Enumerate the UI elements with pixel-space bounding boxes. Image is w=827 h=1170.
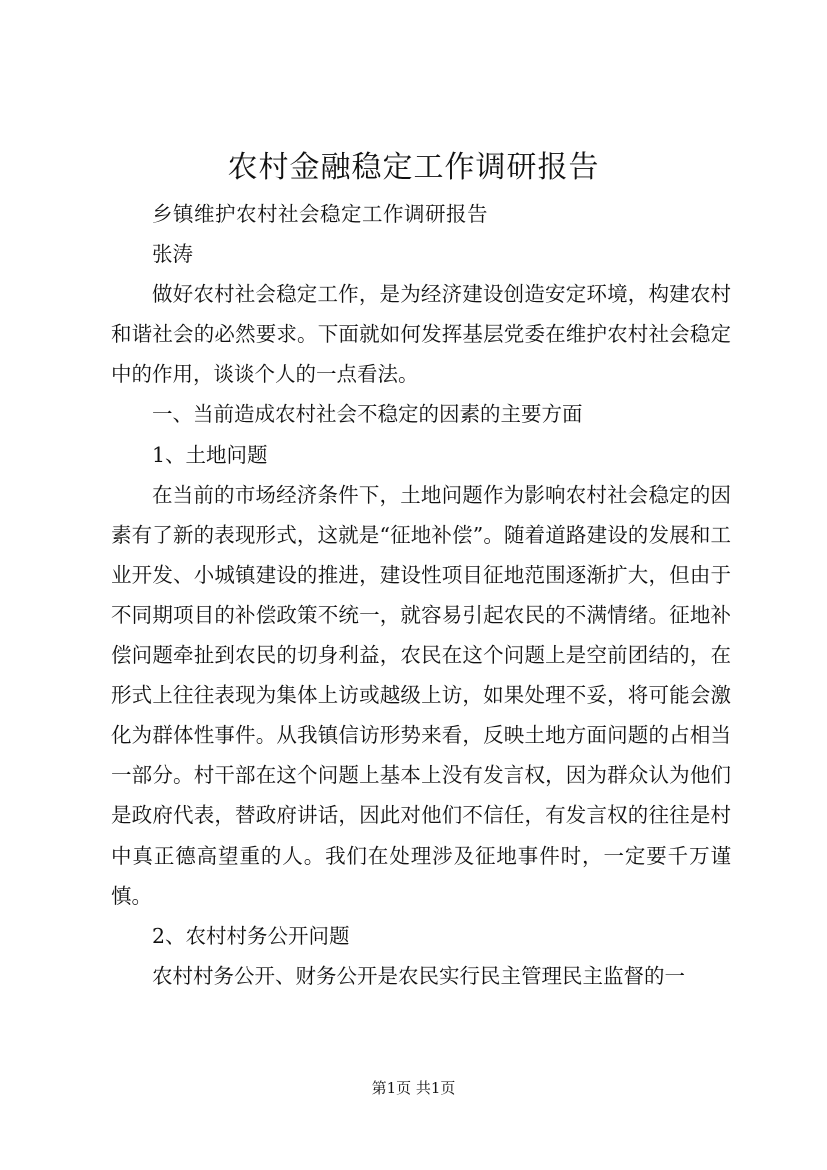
section-heading-1: 一、当前造成农村社会不稳定的因素的主要方面 — [152, 402, 583, 427]
author-paragraph: 张涛 — [152, 242, 193, 267]
document-title: 农村金融稳定工作调研报告 — [227, 150, 600, 185]
page-footer: 第1页 共1页 — [371, 1079, 456, 1097]
subtitle-paragraph: 乡镇维护农村社会稳定工作调研报告 — [152, 202, 488, 226]
document-body — [111, 194, 731, 996]
village-affairs-paragraph: 农村村务公开、财务公开是农民实行民主管理民主监督的一 — [152, 963, 685, 988]
subsection-heading-village-affairs: 2、农村村务公开问题 — [152, 923, 350, 948]
intro-paragraph: 做好农村社会稳定工作，是为经济建设创造安定环境，构建农村和谐社会的必然要求。下面就如何发挥基层党委在维护农村社会稳定中的作用，谈谈个人的一点看法。 — [111, 282, 731, 387]
subsection-heading-land: 1、土地问题 — [152, 442, 268, 467]
land-issue-paragraph: 在当前的市场经济条件下，土地问题作为影响农村社会稳定的因素有了新的表现形式，这就是“征地补偿”。随着道路建设的发展和工业开发、小城镇建设的推进，建设性项目征地范围逐渐扩大，但由于不同期项目的补偿政策不统一，就容易引起农民的不满情绪。征地补偿问题牵扯到农民的切身利益，农民在这个问题上是空前团结的，在形式上往往表现为集体上访或越级上访，如果处理不妥，将可能会激化为群体性事件。从我镇信访形势来看，反映土地方面问题的占相当一部分。村干部在这个问题上基本上没有发言权，因为群众认为他们是政府代表，替政府讲话，因此对他们不信任，有发言权的往往是村中真正德高望重的人。我们在处理涉及征地事件时，一定要千万谨慎。 — [111, 482, 731, 908]
